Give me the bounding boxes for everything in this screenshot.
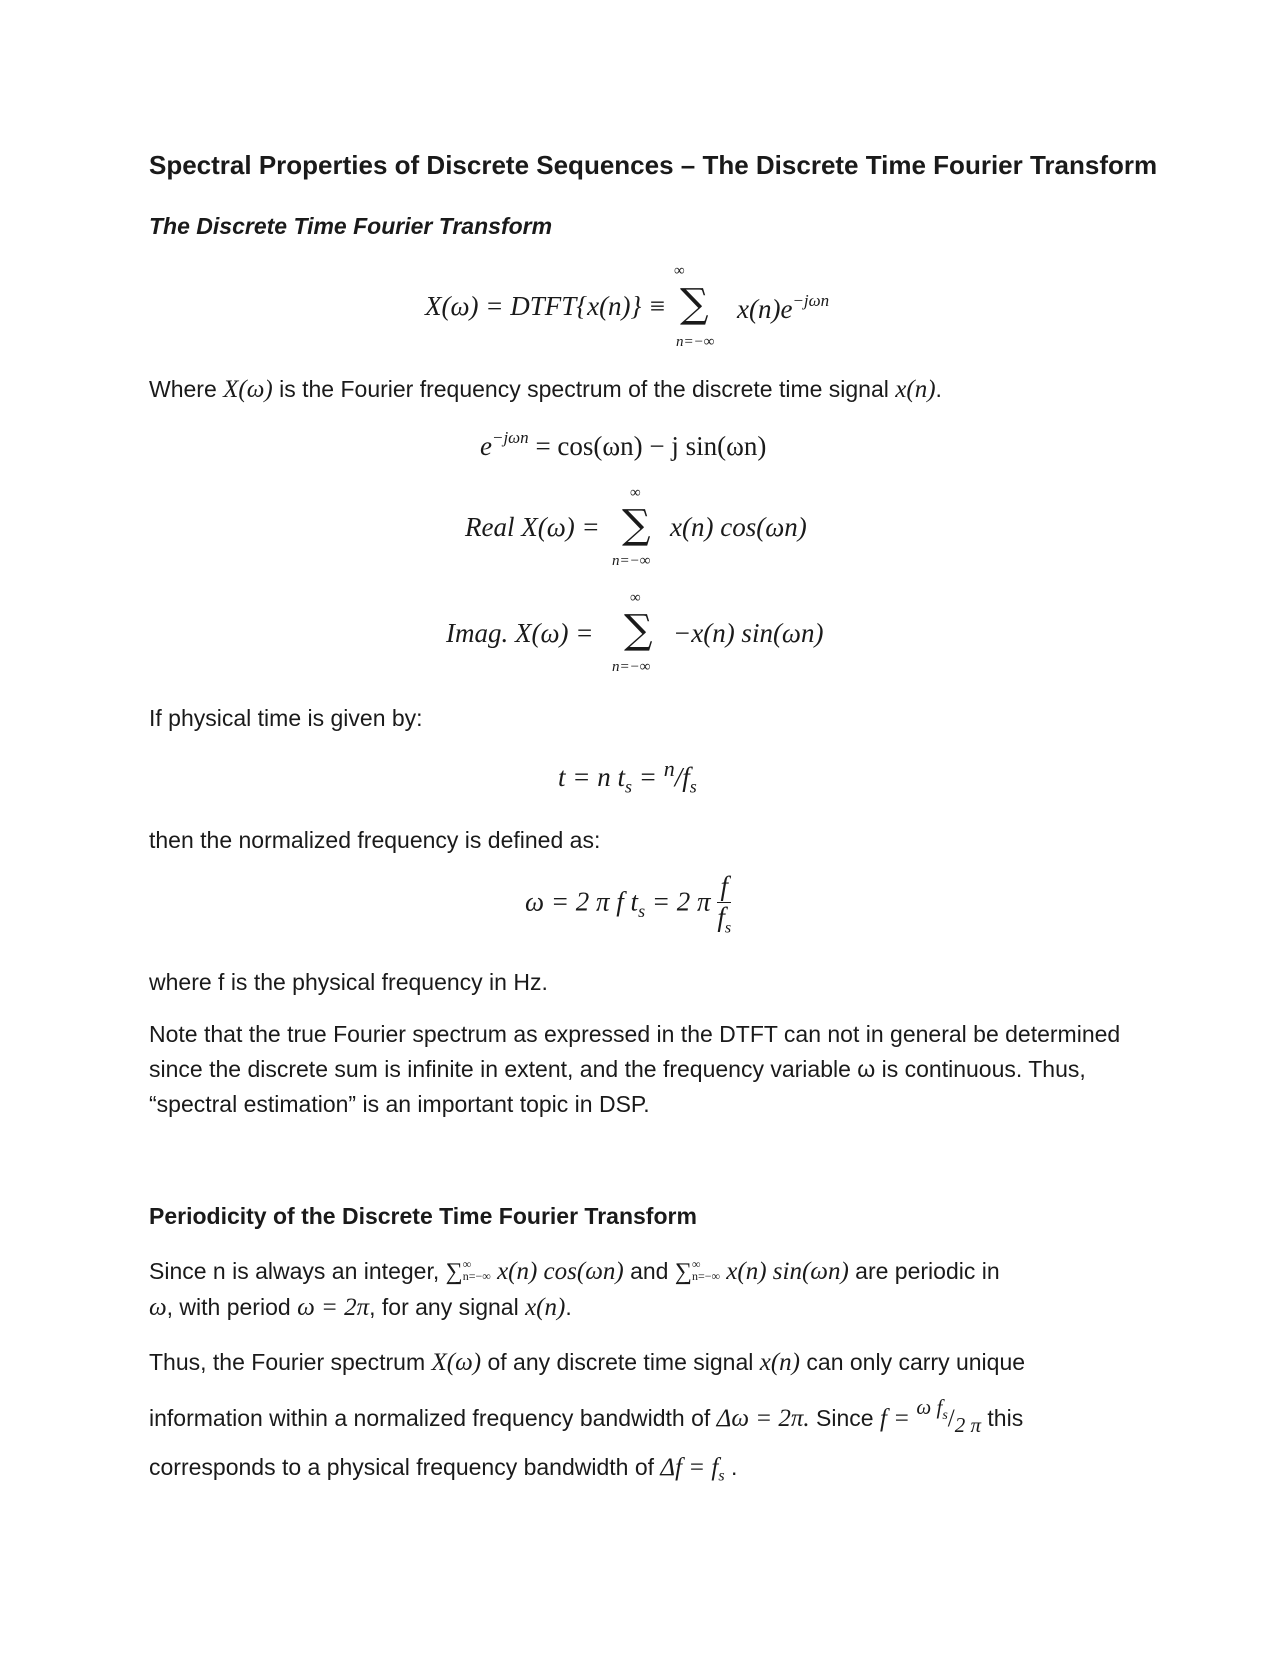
omega-equation bbox=[525, 872, 731, 937]
p2-e: Since bbox=[809, 1405, 880, 1431]
imag-sum-lower-limit: n=−∞ bbox=[612, 659, 651, 675]
dtft-sum-lower-limit: n=−∞ bbox=[676, 334, 715, 350]
where-mid: is the Fourier frequency spectrum of the discrete time signal bbox=[272, 376, 896, 402]
time-den: f bbox=[682, 762, 690, 792]
p1-a: Since n is always an integer, bbox=[149, 1258, 446, 1284]
section-heading-dtft: The Discrete Time Fourier Transform bbox=[149, 213, 553, 239]
time-lhs-sub: s bbox=[624, 776, 632, 797]
where-prefix: Where bbox=[149, 376, 224, 402]
p2-since-num: ω $f_s$ bbox=[916, 1395, 948, 1424]
dtft-summand bbox=[737, 291, 829, 325]
physical-time-text: If physical time is given by: bbox=[149, 705, 423, 731]
p2-a: Thus, the Fourier spectrum bbox=[149, 1349, 432, 1375]
time-num: n bbox=[663, 756, 675, 781]
imag-sigma-symbol: ∑ bbox=[624, 607, 653, 653]
p1-d-var: ω bbox=[149, 1294, 167, 1321]
p1-b: and bbox=[623, 1258, 675, 1284]
euler-equation bbox=[480, 428, 766, 462]
euler-base: e bbox=[480, 431, 492, 461]
omega-fraction-den: f bbox=[717, 901, 725, 932]
imag-equation-lhs: Imag. X(ω) = bbox=[446, 618, 594, 648]
p1-sig: x(n) bbox=[525, 1294, 566, 1321]
imag-summand: −x(n) sin(ωn) bbox=[673, 618, 824, 648]
time-mid: = bbox=[632, 762, 664, 792]
dtft-summand-base: x(n)e bbox=[737, 294, 793, 324]
p2-h: . bbox=[724, 1454, 738, 1480]
p2-phys-bw-sub: s bbox=[718, 1467, 725, 1485]
time-den-sub: s bbox=[689, 776, 697, 797]
real-sigma-symbol: ∑ bbox=[622, 502, 651, 548]
where-spectrum-var: X(ω) bbox=[223, 376, 273, 403]
unique-info-line2: information within a normalized frequency bandwidth of Δω = 2π. Since f = ω $f_s/2$ π this bbox=[149, 1395, 1024, 1437]
physical-frequency-text: where f is the physical frequency in Hz. bbox=[149, 969, 548, 995]
p1-sum2: ∑ ∞ n=−∞ bbox=[674, 1257, 721, 1285]
euler-rhs: = cos(ωn) − j sin(ωn) bbox=[535, 431, 767, 461]
p2-phys-bw: Δf = f bbox=[660, 1454, 719, 1481]
p1-sum1-symbol: ∑ bbox=[445, 1259, 463, 1285]
p1-f: . bbox=[565, 1294, 572, 1320]
p1-period: ω = 2π bbox=[297, 1294, 370, 1321]
bandwidth-line bbox=[149, 1454, 737, 1486]
dtft-sum-upper-limit: ∞ bbox=[674, 263, 685, 279]
dtft-equation-lhs: X(ω) = DTFT{x(n)} ≡ bbox=[425, 291, 667, 321]
p2-b: of any discrete time signal bbox=[481, 1349, 760, 1375]
page-title: Spectral Properties of Discrete Sequences – The Discrete Time Fourier Transform bbox=[149, 150, 1158, 180]
omega-mid: = 2 π bbox=[645, 886, 711, 917]
time-equation: t = n $t_s = ^n/f_s$ bbox=[558, 756, 697, 797]
where-spectrum-text bbox=[149, 376, 942, 404]
p1-term1: x(n) cos(ωn) bbox=[490, 1258, 624, 1285]
imag-sum-upper-limit: ∞ bbox=[630, 590, 641, 606]
omega-fraction bbox=[717, 872, 731, 937]
where-signal-var: x(n) bbox=[895, 376, 936, 403]
real-equation-lhs: Real X(ω) = bbox=[465, 512, 600, 542]
p1-d: , with period bbox=[166, 1294, 298, 1320]
p1-sum1 bbox=[446, 1259, 491, 1285]
where-end: . bbox=[935, 376, 942, 402]
p1-sum1-lower: n=−∞ bbox=[462, 1269, 491, 1283]
p1-e: , for any signal bbox=[369, 1294, 526, 1320]
section-heading-periodicity: Periodicity of the Discrete Time Fourier Transform bbox=[149, 1203, 697, 1229]
p2-c: can only carry unique bbox=[800, 1349, 1026, 1375]
dtft-sigma-symbol: ∑ bbox=[680, 281, 709, 327]
periodicity-paragraph-line1 bbox=[149, 1258, 1000, 1286]
p2-g: corresponds to a physical frequency bandwidth of bbox=[149, 1454, 661, 1480]
real-summand: x(n) cos(ωn) bbox=[670, 512, 807, 542]
p2-since-den: 2 π bbox=[954, 1413, 982, 1437]
p2-f: this bbox=[981, 1405, 1024, 1431]
time-lhs: t = n t bbox=[558, 762, 625, 792]
p2-d: information within a normalized frequency bandwidth of bbox=[149, 1405, 717, 1431]
note-paragraph: Note that the true Fourier spectrum as expressed in the DTFT can not in general be determined since the discrete sum is infinite in extent, and the frequency variable ω is continuous. Thus, “spectral estimation” is an important topic in DSP. bbox=[149, 1021, 1121, 1117]
omega-lhs-sub: s bbox=[638, 900, 646, 921]
dtft-summand-exponent: −jωn bbox=[792, 291, 830, 310]
periodicity-paragraph-line2 bbox=[149, 1294, 572, 1322]
real-sum-upper-limit: ∞ bbox=[630, 485, 641, 501]
real-sum-lower-limit: n=−∞ bbox=[612, 553, 651, 569]
omega-fraction-den-sub: s bbox=[724, 919, 732, 937]
p1-term2: x(n) sin(ωn) bbox=[720, 1258, 849, 1285]
p1-sum1-upper: ∞ bbox=[462, 1257, 472, 1271]
p2-spec: X(ω) bbox=[431, 1349, 482, 1376]
euler-exponent: −jωn bbox=[491, 428, 529, 447]
unique-info-line1 bbox=[149, 1349, 1025, 1377]
normalized-frequency-text: then the normalized frequency is defined as: bbox=[149, 827, 601, 853]
p2-since-eq: f = bbox=[879, 1405, 911, 1432]
omega-fraction-num: f bbox=[717, 872, 731, 903]
p2-bw: Δω = 2π. bbox=[716, 1405, 810, 1432]
p2-sig: x(n) bbox=[759, 1349, 801, 1376]
p1-c: are periodic in bbox=[848, 1258, 1000, 1284]
omega-lhs: ω = 2 π f t bbox=[525, 886, 639, 917]
